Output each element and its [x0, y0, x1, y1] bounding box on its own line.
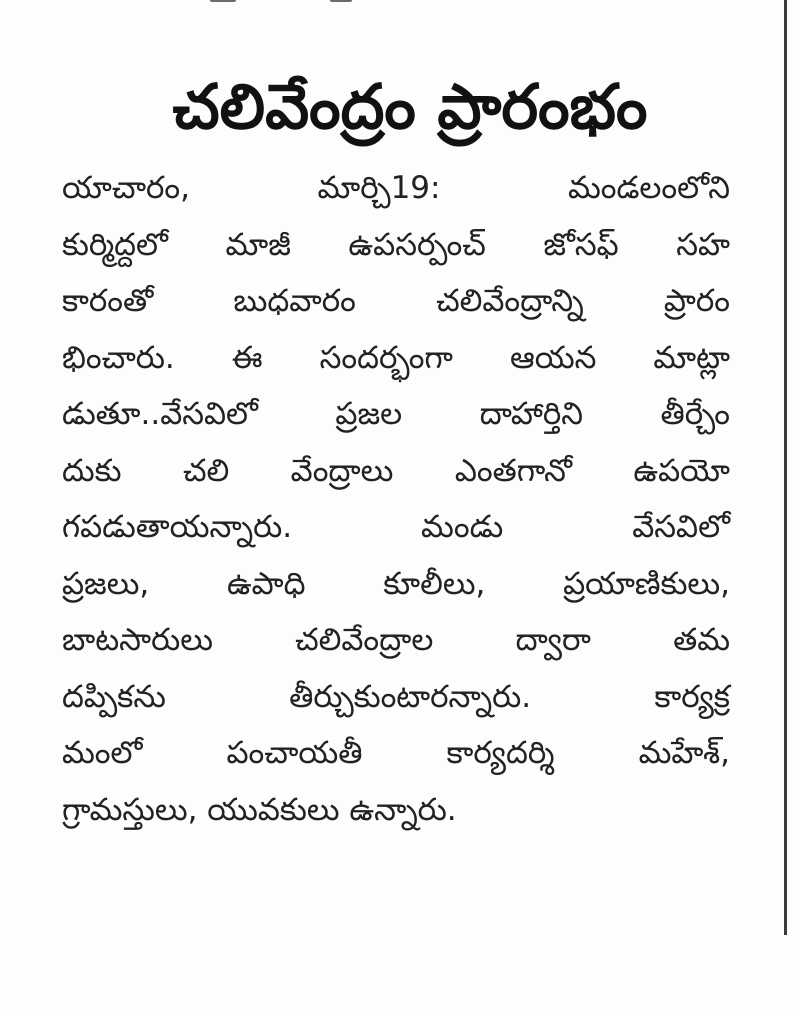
article-line: కారంతో బుధవారం చలివేంద్రాన్ని ప్రారం	[62, 283, 730, 319]
column-divider	[784, 0, 787, 935]
article-headline: చలివేంద్రం ప్రారంభం	[172, 70, 648, 143]
article-line: దప్పికను తీర్చుకుంటారన్నారు. కార్యక్ర	[62, 678, 730, 715]
article-body	[62, 160, 730, 838]
article-line: భించారు. ఈ సందర్భంగా ఆయన మాట్లా	[62, 339, 730, 376]
previous-article-fragment	[210, 0, 360, 6]
article-line: గపడుతాయన్నారు. మండు వేసవిలో	[62, 509, 730, 545]
article-line: బాటసారులు చలివేంద్రాల ద్వారా తమ	[62, 622, 730, 658]
article-line: దుకు చలి వేంద్రాలు ఎంతగానో ఉపయో	[62, 452, 730, 489]
article-line: గ్రామస్తులు, యువకులు ఉన్నారు.	[62, 791, 457, 828]
article-line: డుతూ..వేసవిలో ప్రజల దాహార్తిని తీర్చేం	[62, 396, 730, 432]
article-line: మంలో పంచాయతీ కార్యదర్శి మహేశ్,	[62, 735, 730, 771]
article-line: ప్రజలు, ఉపాధి కూలీలు, ప్రయాణికులు,	[62, 565, 730, 602]
article-line: యాచారం, మార్చి19: మండలంలోని	[62, 170, 730, 206]
article-line: కుర్మిద్దలో మాజీ ఉపసర్పంచ్ జోసఫ్ సహ	[62, 226, 730, 263]
